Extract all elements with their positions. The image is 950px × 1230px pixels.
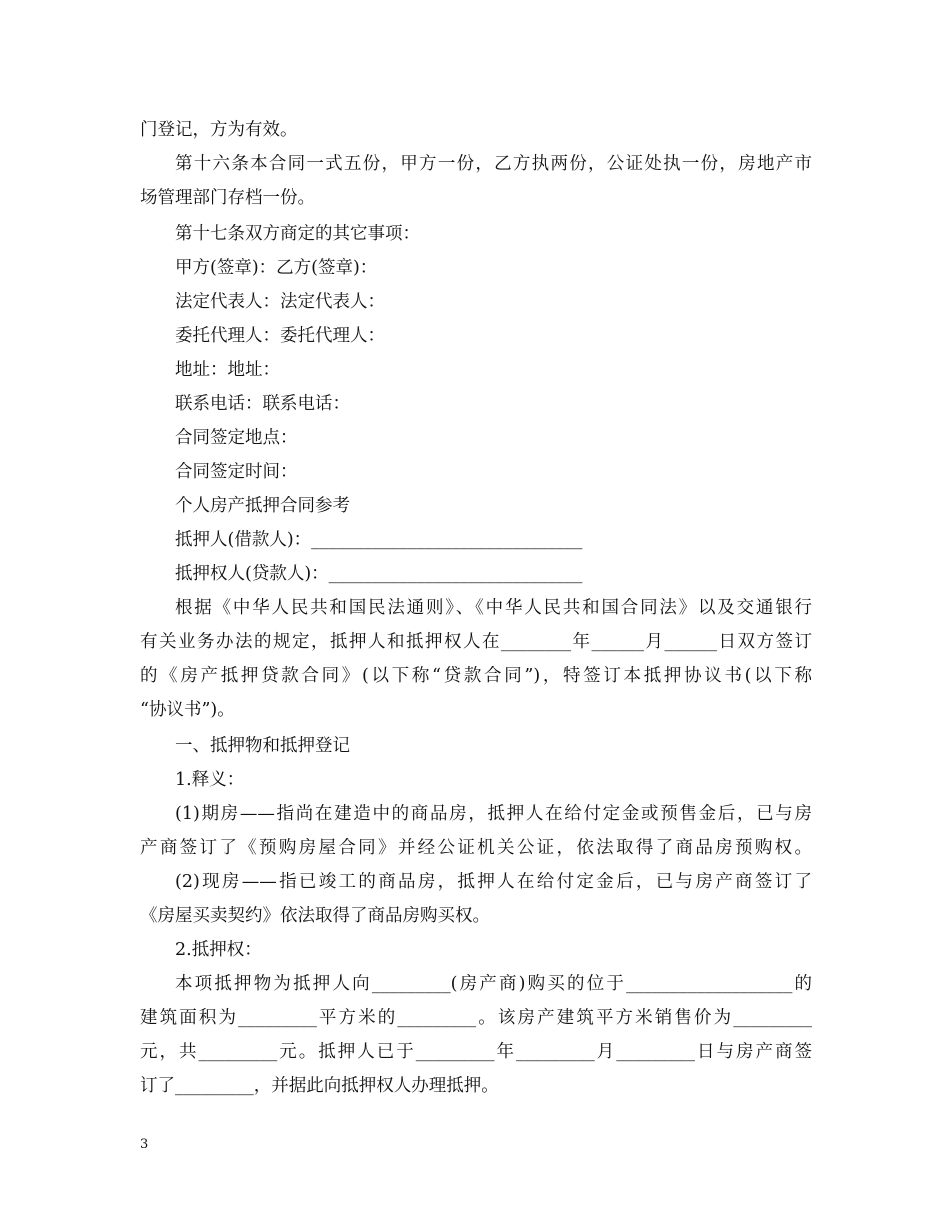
text-line: 法定代表人：法定代表人： [175,292,385,312]
text-line: 的《房产抵押贷款合同》(以下称“贷款合同”)，特签订本抵押协议书(以下称 [140,666,812,686]
text-line: 门登记，方为有效。 [140,120,298,140]
text-line: 合同签定地点： [175,428,298,448]
text-line: 第十七条双方商定的其它事项： [175,224,420,244]
text-line: 产商签订了《预购房屋合同》并经公证机关公证，依法取得了商品房预购权。 [140,838,812,858]
text-line: 个人房产抵押合同参考 [175,496,350,516]
text-line: 甲方(签章)：乙方(签章)： [175,258,378,278]
text-line: 1.释义： [175,770,245,790]
text-line: 场管理部门存档一份。 [140,188,315,208]
text-line: 订了_________，并据此向抵押权人办理抵押。 [140,1076,499,1096]
text-line: 抵押权人(贷款人)：_____________________________ [175,564,583,584]
text-line: 合同签定时间： [175,462,298,482]
text-line: 一、抵押物和抵押登记 [175,736,350,756]
text-line: 地址：地址： [175,360,280,380]
text-line: 联系电话：联系电话： [175,394,350,414]
text-line: 第十六条本合同一式五份，甲方一份，乙方执两份，公证处执一份，房地产市 [175,154,812,174]
text-line: 元，共_________元。抵押人已于_________年_________月_________日与房产商签 [140,1042,812,1062]
text-line: 2.抵押权： [175,940,262,960]
text-line: 抵押人(借款人)：_______________________________ [175,530,583,550]
page-number: 3 [140,1137,149,1152]
text-line: (2)现房——指已竣工的商品房，抵押人在给付定金后，已与房产商签订了 [175,872,812,892]
text-line: 委托代理人：委托代理人： [175,326,385,346]
text-line: 根据《中华人民共和国民法通则》、《中华人民共和国合同法》以及交通银行 [175,598,812,618]
text-line: 有关业务办法的规定，抵押人和抵押权人在________年______月______日双方签订 [140,632,812,652]
text-line: “协议书”)。 [140,700,235,720]
text-line: 本项抵押物为抵押人向_________(房产商)购买的位于___________________的 [175,974,812,994]
text-line: (1)期房——指尚在建造中的商品房，抵押人在给付定金或预售金后，已与房 [175,804,812,824]
text-line: 建筑面积为_________平方米的_________。该房产建筑平方米销售价为_________ [140,1008,812,1028]
text-line: 《房屋买卖契约》依法取得了商品房购买权。 [140,906,490,926]
